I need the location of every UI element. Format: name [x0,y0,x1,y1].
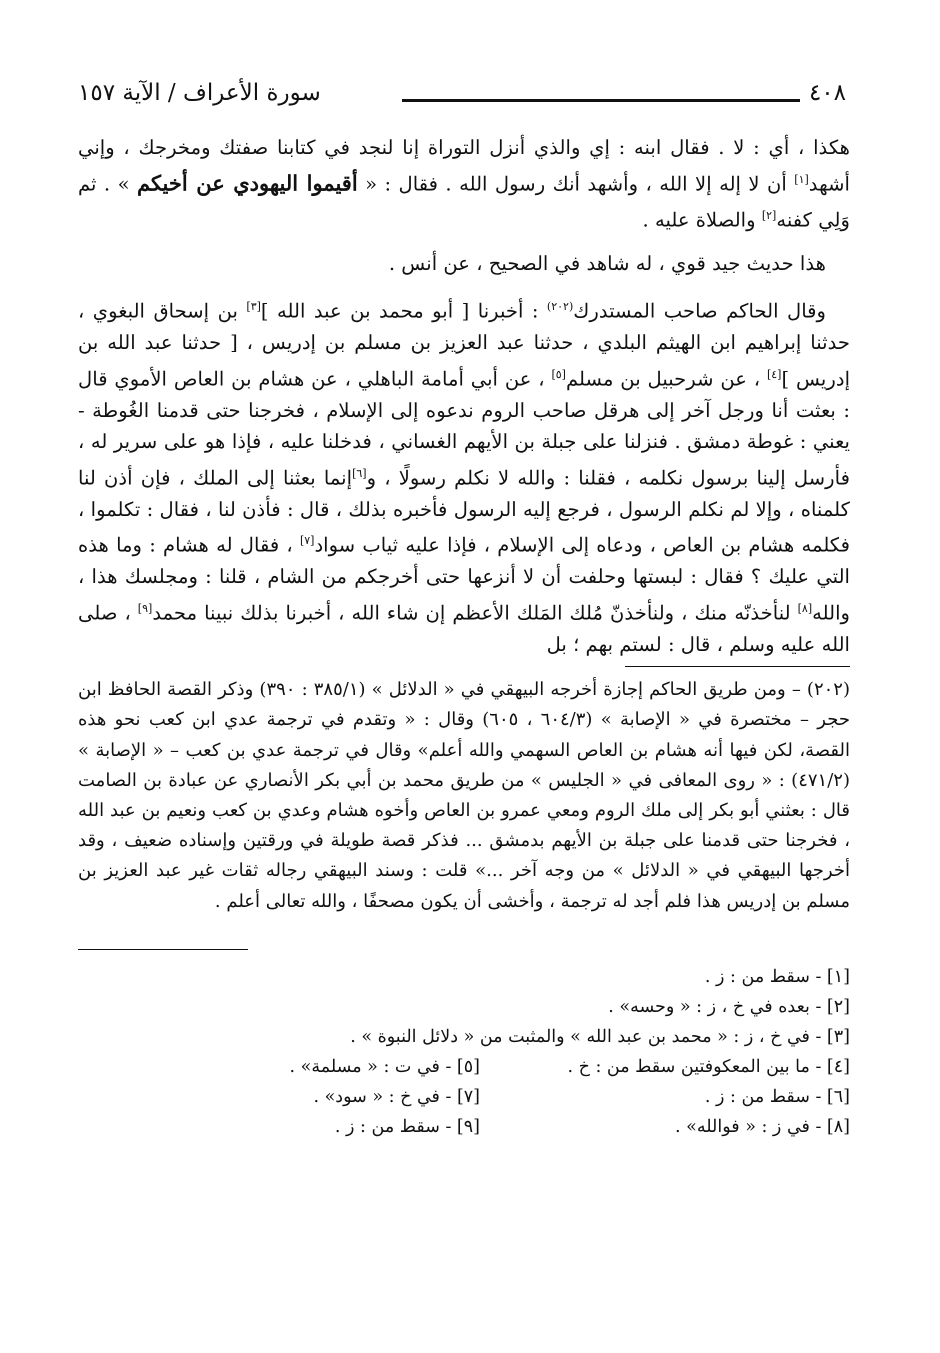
running-title: سورة الأعراف / الآية ١٥٧ [78,80,321,106]
variant-row: [٣] - في خ ، ز : « محمد بن عبد الله » والمثبت من « دلائل النبوة » . [350,1026,850,1047]
variant-marker: [٦] [352,466,367,480]
variant-marker: [١] [794,172,809,186]
variant-row: [٨] - في ز : « فوالله» . [٩] - سقط من : ز . [334,1116,850,1137]
page-header [78,80,850,120]
main-text [78,132,850,660]
paragraph-1: هكذا ، أي : لا . فقال ابنه : إي والذي أنزل التوراة إنا لنجد في كتابنا صفتك ومخرجك ، وإني أشهد[١] أن لا إله إلا الله ، وأشهد أنك رسول الله . فقال : « أقيموا اليهودي عن أخيكم » . ثم وَلِي كفنه[٢] والصلاة عليه . [78,136,850,232]
variants-rule [78,949,248,950]
variant-row: [١] - سقط من : ز . [704,966,850,987]
footnote-rule [625,666,850,667]
footnote-202: (٢٠٢) – ومن طريق الحاكم إجازة أخرجه البيهقي في « الدلائل » (٣٨٥/١ : ٣٩٠) وذكر القصة الحافظ ابن حجر – مختصرة في « الإصابة » (٦٠٤/٣ ، ٦٠٥) وقال : « وتقدم في ترجمة عدي ابن كعب نحو هذه القصة، لكن فيها أنه هشام بن العاص السهمي والله أعلم» وقال في ترجمة عدي بن كعب – « الإصابة » (٤٧١/٢) : « روى المعافى في « الجليس » من طريق محمد بن أبي بكر الأنصاري عن عبادة بن الصامت قال : بعثني أبو بكر إلى ملك الروم ومعي عمرو بن العاص وأخوه هشام وعدي بن كعب ونعيم بن عبد الله ، فخرجنا حتى قدمنا على جبلة بن الأيهم بدمشق ... فذكر قصة طويلة في ورقتين وإسناده ضعيف ، وقد أخرجها البيهقي في « الدلائل » من وجه آخر ...» قلت : وسند البيهقي رجاله ثقات غير عبد العزيز بن مسلم بن إدريس هذا فلم أجد له ترجمة ، وأخشى أن يكون مصحفًا ، والله تعالى أعلم . [78,679,851,912]
variant-marker: [٤] [766,367,782,381]
book-page [78,80,850,1330]
variant-marker: [٣] [246,300,261,314]
variant-notes [78,962,850,1142]
variant-row: [٤] - ما بين المعكوفتين سقط من : خ . [٥] - في ت : « مسلمة» . [289,1056,850,1077]
variant-marker: [٢] [761,208,777,222]
variant-marker: [٨] [797,601,813,615]
variant-row: [٢] - بعده في خ ، ز : « وحسه» . [608,996,850,1017]
page-number: ٤٠٨ [808,80,846,106]
footnote-marker: (٢٠٢) [546,300,574,314]
hadith-quote: أقيموا اليهودي عن أخيكم [136,170,358,196]
header-rule [402,99,800,102]
paragraph-2: هذا حديث جيد قوي ، له شاهد في الصحيح ، عن أنس . [388,251,826,275]
variant-marker: [٩] [137,601,153,615]
variant-marker: [٥] [551,367,566,381]
variant-row: [٦] - سقط من : ز . [٧] - في خ : « سود» . [313,1086,850,1107]
paragraph-3: وقال الحاكم صاحب المستدرك$^{(٢٠٢)}$ : أخبرنا [ أبو محمد بن عبد الله ][٣] بن إسحاق البغوي ، حدثنا إبراهيم ابن الهيثم البلدي ، حدثنا عبد العزيز بن مسلم بن إدريس ، [ حدثنا عبد الله بن إدريس ][٤] ، عن شرحبيل بن مسلم[٥] ، عن أبي أمامة الباهلي ، عن هشام بن العاص الأموي قال : بعثت أنا ورجل آخر إلى هرقل صاحب الروم ندعوه إلى الإسلام ، فخرجنا حتى قدمنا الغُوطة - يعني : غوطة دمشق . فنزلنا على جبلة بن الأيهم الغساني ، فدخلنا عليه ، فإذا هو على سرير له ، فأرسل إلينا برسول نكلمه ، فقلنا : والله لا نكلم رسولًا ، و[٦]إنما بعثنا إلى الملك ، فإن أذن لنا كلمناه ، وإلا لم نكلم الرسول ، فرجع إليه الرسول فأخبره بذلك ، قال : فأذن لنا ، فقال : تكلموا ، فكلمه هشام بن العاص ، ودعاه إلى الإسلام ، فإذا عليه ثياب سواد[٧] ، فقال له هشام : وما هذه التي عليك ؟ فقال : لبستها وحلفت أن لا أنزعها حتى أخرجكم من الشام ، قلنا : ومجلسك هذا ، والله[٨] لنأخذنّه منك ، ولنأخذنّ مُلك المَلك الأعظم إن شاء الله ، أخبرنا بذلك نبينا محمد[٩] ، صلى الله عليه وسلم ، قال : لستم بهم ؛ بل [78,299,851,656]
variant-marker: [٧] [299,534,315,548]
